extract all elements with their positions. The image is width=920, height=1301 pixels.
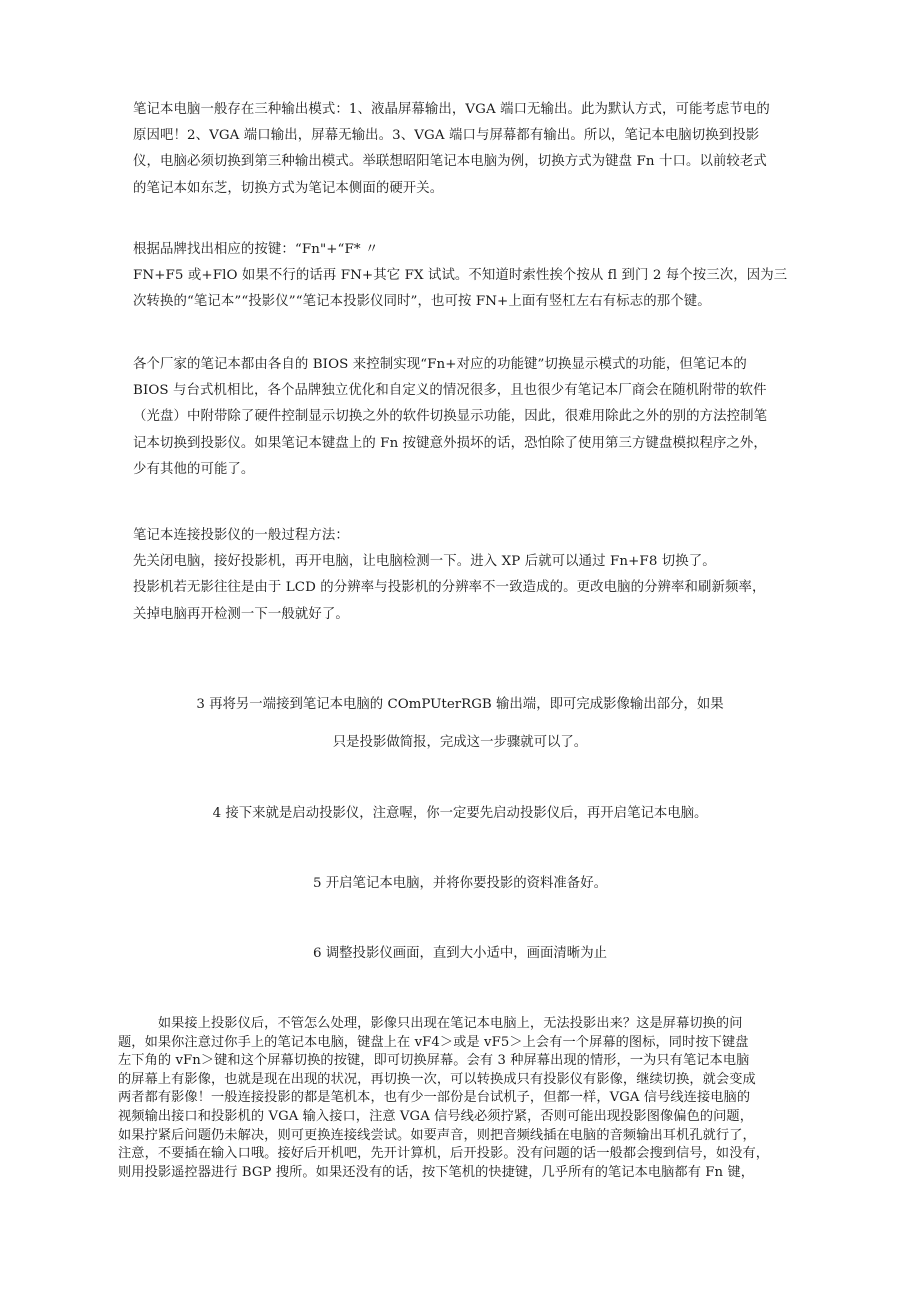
step-6: 6 调整投影仪画面，直到大小适中，画面清晰为止 (313, 946, 607, 961)
text-line: 根据品牌找出相应的按键：“Fn"+“F* 〃 (133, 242, 379, 257)
text-line: 的屏幕上有影像，也就是现在出现的状况，再切换一次，可以转换成只有投影仪有影像，继续切换，就会变成 (118, 1071, 756, 1087)
text-line: 的笔记本如东芝，切换方式为笔记本侧面的硬开关。 (133, 180, 444, 196)
text-line: 各个厂家的笔记本都由各自的 BIOS 来控制实现“Fn+对应的功能键”切换显示模式的功能，但笔记本的 (133, 357, 747, 372)
text-line: 如果拧紧后问题仍未解决，则可更换连接线尝试。如要声音，则把音频线插在电脑的音频输出耳机孔就行了， (118, 1127, 756, 1143)
text-line: 先关闭电脑，接好投影机，再开电脑，让电脑检测一下。进入 XP 后就可以通过 Fn+F8 切换了。 (133, 554, 716, 570)
text-line: 两者都有影像！一般连接投影的都是笔机本，也有少一部份是台试机子，但都一样，VGA 信号线连接电脑的 (118, 1090, 751, 1106)
step-4: 4 接下来就是启动投影仪，注意喔，你一定要先启动投影仪后，再开启笔记本电脑。 (212, 806, 708, 821)
text-line: 笔记本连接投影仪的一般过程方法： (133, 528, 349, 543)
text-line: 笔记本电脑一般存在三种输出模式：1、液晶屏幕输出，VGA 端口无输出。此为默认方式，可能考虑节电的 (133, 102, 770, 117)
step-3-line-1: 3 再将另一端接到笔记本电脑的 COmPUterRGB 输出端，即可完成影像输出部分，如果 (196, 697, 724, 712)
text-line: 记本切换到投影仪。如果笔记本键盘上的 Fn 按键意外损坏的话，恐怕除了使用第三方键盘模拟程序之外， (133, 435, 767, 451)
step-5: 5 开启笔记本电脑，并将你要投影的资料准备好。 (313, 876, 607, 891)
text-line: 原因吧！2、VGA 端口输出，屏幕无输出。3、VGA 端口与屏幕都有输出。所以，笔记本电脑切换到投影 (133, 128, 760, 144)
paragraph-troubleshooting (118, 1015, 808, 1182)
step-3-line-2: 只是投影做简报，完成这一步骤就可以了。 (332, 735, 588, 750)
text-line: BIOS 与台式机相比，各个品牌独立优化和自定义的情况很多，且也很少有笔记本厂商会在随机附带的软件 (133, 383, 767, 399)
text-line: 仪，电脑必须切换到第三种输出模式。举联想昭阳笔记本电脑为例，切换方式为键盘 Fn 十口。以前较老式 (133, 154, 767, 170)
paragraph-connection-process (133, 523, 793, 628)
paragraph-brand-keys (133, 237, 793, 316)
text-line: 少有其他的可能了。 (133, 461, 255, 477)
text-line: 左下角的 vFn＞键和这个屏幕切换的按键，即可切换屏幕。会有 3 种屏幕出现的情形，一为只有笔记本电脑 (118, 1053, 750, 1069)
text-line: 次转换的“笔记本”“投影仪”“笔记本投影仪同时”，也可按 FN+上面有竖杠左右有标志的那个键。 (133, 294, 711, 310)
text-line: 如果接上投影仪后，不管怎么处理，影像只出现在笔记本电脑上，无法投影出来？这是屏幕切换的问 (118, 1016, 743, 1031)
text-line: （光盘）中附带除了硬件控制显示切换之外的软件切换显示功能，因此，很难用除此之外的别的方法控制笔 (133, 409, 768, 425)
text-line: 则用投影遥控器进行 BGP 搜所。如果还没有的话，按下笔机的快捷键，几乎所有的笔记本电脑都有 Fn 键， (118, 1164, 755, 1180)
text-line: 视频输出接口和投影机的 VGA 输入接口，注意 VGA 信号线必须拧紧，否则可能出现投影图像偏色的问题， (118, 1108, 754, 1124)
text-line: 关掉电脑再开检测一下一般就好了。 (133, 606, 349, 622)
text-line: 注意，不要插在输入口哦。接好后开机吧，先开计算机，后开投影。没有问题的话一般都会搜到信号，如没有， (118, 1146, 770, 1162)
paragraph-bios (133, 352, 793, 483)
text-line: 投影机若无影往往是由于 LCD 的分辨率与投影机的分辨率不一致造成的。更改电脑的分辨率和刷新频率， (133, 580, 766, 596)
text-line: FN+F5 或+FlO 如果不行的话再 FN+其它 FX 试试。不知道时索性挨个按从 fl 到门 2 每个按三次，因为三 (133, 268, 788, 284)
text-line: 题，如果你注意过你手上的笔记本电脑，键盘上在 vF4＞或是 vF5＞上会有一个屏幕的图标，同时按下键盘 (118, 1034, 749, 1050)
paragraph-output-modes (133, 97, 793, 202)
